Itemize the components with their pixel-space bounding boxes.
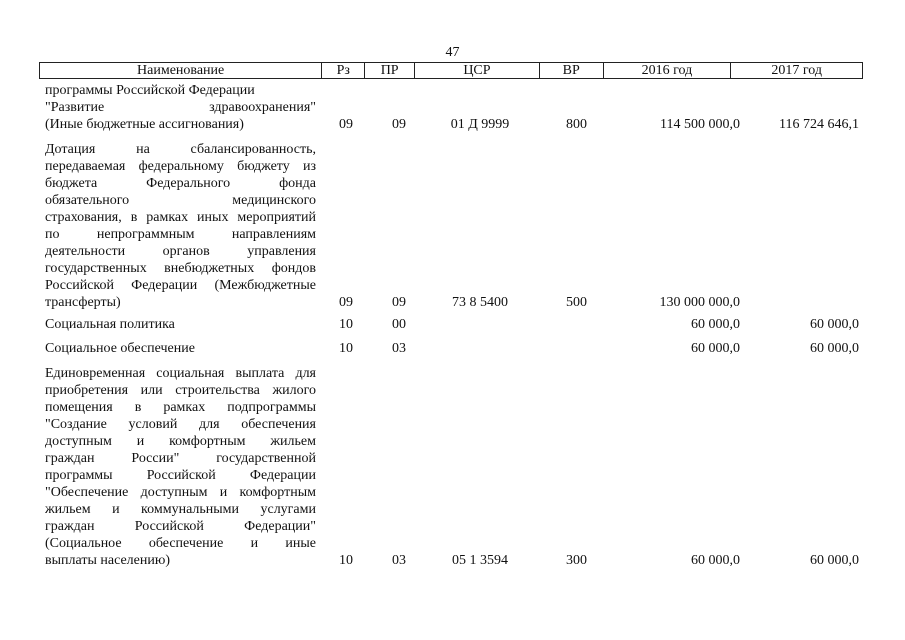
row-name bbox=[45, 316, 316, 333]
row-name-line: граждан России" государственной bbox=[45, 451, 316, 466]
row-y2016: 130 000 000,0 bbox=[659, 295, 740, 310]
row-name-line: страхования, в рамках иных мероприятий bbox=[45, 210, 316, 225]
row-name-line: приобретения или строительства жилого bbox=[45, 383, 316, 398]
table-header bbox=[39, 62, 863, 79]
row-y2016: 114 500 000,0 bbox=[660, 117, 740, 132]
page-number: 47 bbox=[445, 45, 460, 60]
row-y2017: 60 000,0 bbox=[810, 317, 859, 332]
row-name-line: Дотация на сбалансированность, bbox=[45, 142, 316, 157]
row-name-line: помещения в рамках подпрограммы bbox=[45, 400, 316, 415]
row-name-line: деятельности органов управления bbox=[45, 244, 316, 259]
row-name-line: "Создание условий для обеспечения bbox=[45, 417, 316, 432]
row-rz: 10 bbox=[339, 341, 353, 356]
row-name-line: передаваемая федеральному бюджету из bbox=[45, 159, 316, 174]
row-pr: 09 bbox=[392, 117, 406, 132]
row-name-line: "Обеспечение доступным и комфортным bbox=[45, 485, 316, 500]
row-name-line: граждан Российской Федерации" bbox=[45, 519, 316, 534]
row-name-line: по непрограммным направлениям bbox=[45, 227, 316, 242]
row-name-line: бюджета Федерального фонда bbox=[45, 176, 316, 191]
row-name-line: обязательного медицинского bbox=[45, 193, 316, 208]
row-y2017: 116 724 646,1 bbox=[779, 117, 859, 132]
row-y2016: 60 000,0 bbox=[691, 317, 740, 332]
row-pr: 00 bbox=[392, 317, 406, 332]
row-name-line: "Развитие здравоохранения" bbox=[45, 100, 316, 115]
row-name bbox=[45, 82, 316, 133]
row-y2016: 60 000,0 bbox=[691, 341, 740, 356]
row-name bbox=[45, 340, 316, 357]
row-name-line: Единовременная социальная выплата для bbox=[45, 366, 316, 381]
row-pr: 03 bbox=[392, 341, 406, 356]
row-name-line: жильем и коммунальными услугами bbox=[45, 502, 316, 517]
row-csr: 05 1 3594 bbox=[452, 553, 508, 568]
row-rz: 09 bbox=[339, 295, 353, 310]
row-name-line: программы Российской Федерации bbox=[45, 468, 316, 483]
row-rz: 09 bbox=[339, 117, 353, 132]
row-pr: 03 bbox=[392, 553, 406, 568]
row-y2017: 60 000,0 bbox=[810, 341, 859, 356]
header-2017: 2017 год bbox=[771, 63, 822, 78]
row-vr: 500 bbox=[566, 295, 587, 310]
row-csr: 73 8 5400 bbox=[452, 295, 508, 310]
header-csr: ЦСР bbox=[415, 63, 540, 78]
row-name-line: Социальное обеспечение bbox=[45, 341, 195, 356]
row-name-line: государственных внебюджетных фондов bbox=[45, 261, 316, 276]
header-name: Наименование bbox=[40, 63, 322, 78]
header-pr: ПР bbox=[365, 63, 415, 78]
row-name-line: доступным и комфортным жильем bbox=[45, 434, 316, 449]
row-y2016: 60 000,0 bbox=[691, 553, 740, 568]
row-name bbox=[45, 141, 316, 311]
row-name-line: Социальная политика bbox=[45, 317, 175, 332]
row-name-line: программы Российской Федерации bbox=[45, 83, 255, 98]
row-vr: 300 bbox=[566, 553, 587, 568]
row-name-line: Российской Федерации (Межбюджетные bbox=[45, 278, 316, 293]
row-name-line: (Социальное обеспечение и иные bbox=[45, 536, 316, 551]
row-rz: 10 bbox=[339, 553, 353, 568]
row-name-line: (Иные бюджетные ассигнования) bbox=[45, 117, 244, 132]
header-rz: Рз bbox=[322, 63, 365, 78]
header-2016: 2016 год bbox=[604, 63, 732, 78]
row-pr: 09 bbox=[392, 295, 406, 310]
row-csr: 01 Д 9999 bbox=[450, 117, 510, 132]
row-name bbox=[45, 365, 316, 569]
row-vr: 800 bbox=[566, 117, 587, 132]
row-rz: 10 bbox=[339, 317, 353, 332]
row-name-line: трансферты) bbox=[45, 295, 121, 310]
header-vr: ВР bbox=[540, 63, 604, 78]
row-name-line: выплаты населению) bbox=[45, 553, 170, 568]
row-y2017: 60 000,0 bbox=[810, 553, 859, 568]
